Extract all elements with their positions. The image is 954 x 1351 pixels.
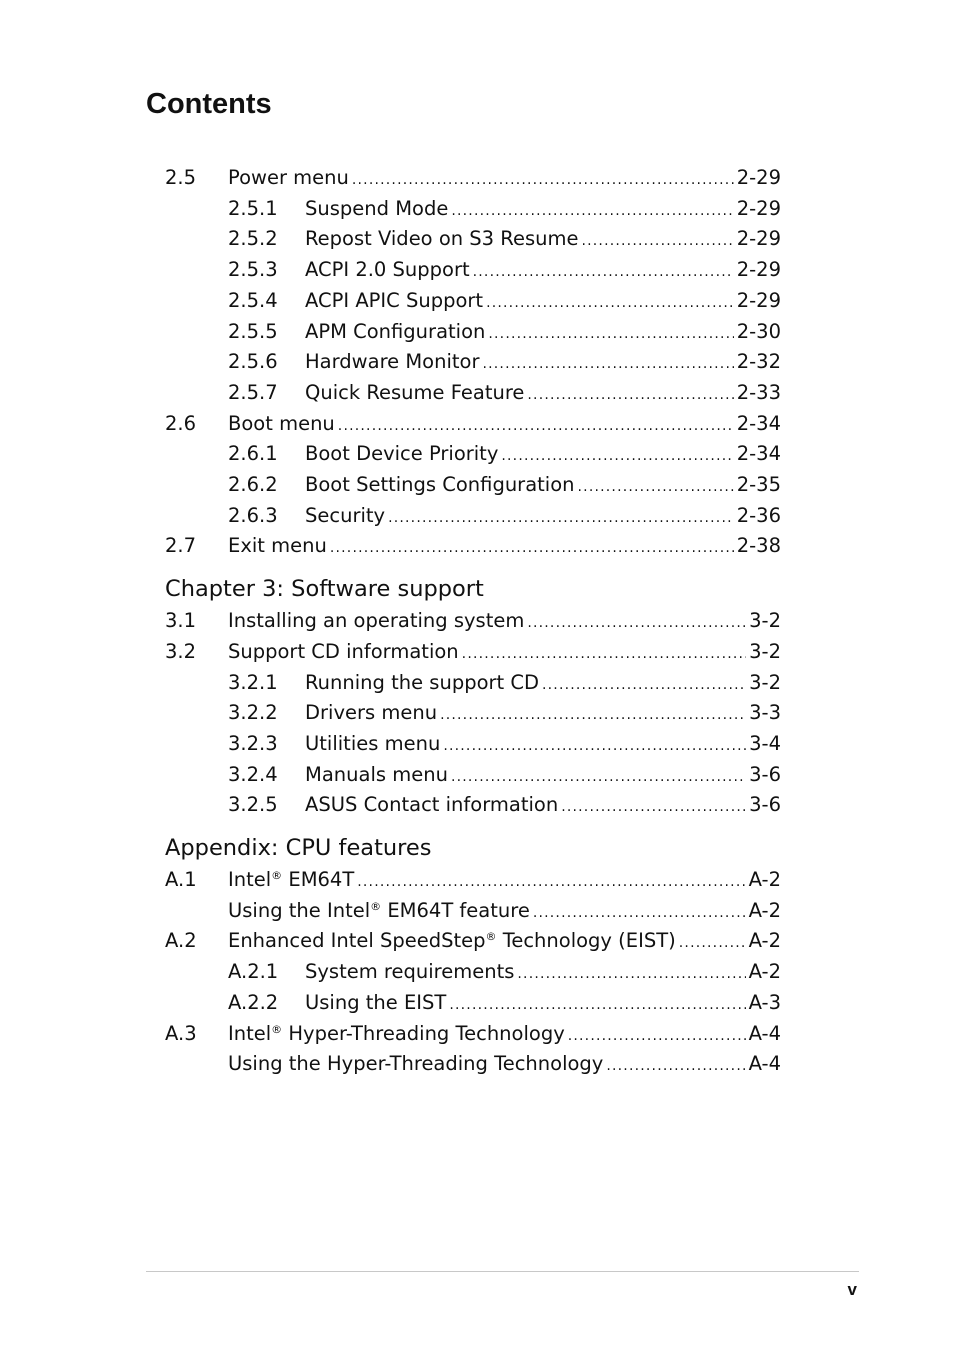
dot-leader [533, 898, 746, 928]
registered-mark: ® [370, 899, 382, 913]
toc-entry-title [305, 439, 501, 469]
toc-entry[interactable] [0, 286, 954, 316]
toc-entry-page: 2-38 [736, 534, 781, 558]
toc-entry-title-text: EM64T [282, 868, 355, 891]
toc-entry-title-text: Manuals menu [305, 762, 448, 786]
toc-entry-page: 3-4 [749, 731, 781, 755]
toc-entry-number: 2.5.3 [228, 258, 278, 282]
toc-entry-title [305, 347, 482, 377]
toc-entry-title [305, 378, 527, 408]
toc-entry-title-text: Repost Video on S3 Resume [305, 227, 579, 251]
toc-entry-title [305, 760, 451, 790]
toc-entry-number: 3.2.5 [228, 793, 278, 817]
dot-leader [488, 319, 733, 349]
toc-entry-title-text: Utilities menu [305, 731, 441, 755]
toc-entry[interactable] [0, 606, 954, 636]
toc-entry-page: 2-29 [736, 227, 781, 251]
toc-entry-page: A-2 [748, 898, 781, 922]
toc-entry-title-text: Running the support CD [305, 670, 539, 694]
toc-entry[interactable] [0, 668, 954, 698]
toc-entry[interactable] [0, 698, 954, 728]
dot-leader [451, 196, 733, 226]
toc-entry[interactable] [0, 409, 954, 439]
dot-leader [578, 472, 734, 502]
toc-entry-page: 2-30 [736, 319, 781, 343]
toc-entry[interactable] [0, 1019, 954, 1049]
toc-entry[interactable] [0, 957, 954, 987]
toc-entry-title-text: Installing an operating system [228, 609, 525, 633]
toc-entry-page: 3-2 [749, 639, 781, 663]
dot-leader [482, 349, 733, 379]
toc-entry-number: 3.1 [165, 609, 197, 633]
toc-entry-page: A-3 [748, 990, 781, 1014]
toc-entry[interactable] [0, 1049, 954, 1079]
toc-entry-page: A-2 [748, 929, 781, 953]
registered-mark: ® [485, 930, 497, 944]
toc-entry-title [228, 409, 338, 439]
toc-entry-title [228, 926, 679, 956]
toc-entry-page: 2-29 [736, 196, 781, 220]
toc-entry-title-text: Support CD information [228, 639, 459, 663]
toc-entry-title [305, 501, 388, 531]
toc-entry-number: A.2.2 [228, 990, 279, 1014]
toc-entry-number: 3.2 [165, 639, 197, 663]
footer-divider [146, 1271, 859, 1272]
toc-entry-number: 2.5 [165, 166, 197, 189]
toc-entry-title-text: Boot menu [228, 411, 335, 435]
dot-leader [561, 792, 746, 822]
dot-leader [449, 990, 745, 1020]
toc-entry-page: A-4 [748, 1052, 781, 1076]
toc-entry-title-text: Using the EIST [305, 990, 447, 1014]
chapter-heading: Appendix: CPU features [165, 835, 432, 861]
toc-entry-number: 2.6.3 [228, 503, 278, 527]
dot-leader [451, 762, 746, 792]
toc-entry-title-text: Quick Resume Feature [305, 380, 525, 404]
chapter-heading: Chapter 3: Software support [165, 576, 484, 603]
toc-entry-title-text: Intel [228, 1021, 272, 1045]
toc-entry-page: 2-29 [736, 258, 781, 282]
toc-entry-title [228, 637, 462, 667]
toc-entry-number: 2.5.7 [228, 380, 278, 404]
toc-entry-number: 2.7 [165, 534, 197, 558]
toc-entry-title [305, 957, 517, 987]
toc-entry-page: 3-2 [749, 609, 781, 633]
toc-entry-page: 2-36 [736, 503, 781, 527]
toc-entry-page: 2-29 [736, 288, 781, 312]
toc-entry-page: 3-3 [749, 701, 781, 725]
toc-entry[interactable] [0, 729, 954, 759]
toc-entry-title-text: APM Configuration [305, 319, 486, 343]
toc-entry-title [305, 194, 451, 224]
toc-entry[interactable] [0, 163, 954, 193]
toc-entry-title-text: Exit menu [228, 534, 327, 558]
toc-entry-number: 2.6.2 [228, 473, 278, 496]
dot-leader [568, 1021, 746, 1051]
toc-entry-page: 3-6 [749, 793, 781, 817]
toc-entry-title [228, 896, 533, 926]
toc-entry-title-text: Using the Intel [228, 898, 371, 922]
toc-entry-number: 2.5.4 [228, 288, 278, 312]
page-title: Contents [146, 88, 272, 120]
toc-entry-number: 2.5.1 [228, 196, 278, 220]
toc-entry-title [305, 698, 440, 728]
toc-entry[interactable] [0, 501, 954, 531]
toc-entry[interactable] [0, 988, 954, 1018]
toc-entry-page: 2-35 [736, 473, 781, 496]
toc-entry[interactable] [0, 224, 954, 254]
toc-entry-title-text: Using the Hyper-Threading Technology [228, 1052, 604, 1076]
dot-leader [462, 639, 746, 669]
toc-entry-title [305, 790, 561, 820]
dot-leader [352, 165, 734, 195]
toc-entry-page: A-2 [748, 960, 781, 984]
toc-entry-page: 2-34 [736, 411, 781, 435]
toc-entry-number: 2.6.1 [228, 442, 278, 466]
toc-entry-number: A.3 [165, 1021, 197, 1045]
toc-entry-page: A-4 [748, 1021, 781, 1045]
toc-entry-page: 2-33 [736, 380, 781, 404]
toc-entry-title-text: Hardware Monitor [305, 350, 480, 374]
dot-leader [330, 533, 734, 563]
toc-entry[interactable] [0, 531, 954, 561]
toc-entry-number: 2.5.2 [228, 227, 278, 251]
toc-entry-page: A-2 [748, 868, 781, 891]
toc-entry-title [305, 988, 449, 1018]
toc-entry-title-text: ASUS Contact information [305, 793, 559, 817]
toc-entry-title [228, 531, 330, 561]
dot-leader [486, 288, 734, 318]
toc-entry-title-text: Security [305, 503, 386, 527]
dot-leader [338, 411, 734, 441]
toc-entry[interactable] [0, 347, 954, 377]
toc-entry-page: 3-2 [749, 670, 781, 694]
toc-entry[interactable] [0, 637, 954, 667]
toc-entry-number: 3.2.2 [228, 701, 278, 725]
toc-entry[interactable] [0, 317, 954, 347]
footer-page-number: v [847, 1280, 857, 1299]
toc-entry-title [228, 1049, 606, 1079]
toc-entry-title-text: Enhanced Intel SpeedStep [228, 929, 486, 953]
toc-entry-title-text: Technology (EIST) [496, 929, 676, 953]
toc-entry-number: 3.2.4 [228, 762, 278, 786]
dot-leader [679, 928, 746, 958]
toc-entry-page: 2-32 [736, 350, 781, 374]
toc-entry-number: 2.6 [165, 411, 197, 435]
dot-leader [443, 731, 746, 761]
toc-entry-page: 2-29 [736, 166, 781, 189]
toc-entry-number: 3.2.1 [228, 670, 278, 694]
toc-entry[interactable] [0, 760, 954, 790]
dot-leader [527, 380, 733, 410]
toc-entry-title-text: ACPI 2.0 Support [305, 258, 470, 282]
dot-leader [606, 1051, 745, 1081]
toc-entry-title [228, 865, 357, 895]
toc-entry-title-text: ACPI APIC Support [305, 288, 484, 312]
registered-mark: ® [271, 1022, 283, 1036]
dot-leader [542, 670, 746, 700]
toc-entry-title-text: Suspend Mode [305, 196, 449, 220]
toc-entry-number: A.2 [165, 929, 197, 953]
toc-entry-title [228, 1019, 568, 1049]
toc-entry[interactable] [0, 790, 954, 820]
toc-entry-title [305, 255, 473, 285]
toc-entry-page: 2-34 [736, 442, 781, 466]
dot-leader [517, 959, 745, 989]
toc-entry-title-text: Boot Settings Configuration [305, 473, 575, 496]
dot-leader [527, 608, 746, 638]
toc-entry-title [228, 606, 527, 636]
toc-entry-title-text: EM64T feature [381, 898, 530, 922]
toc-entry-title-text: Drivers menu [305, 701, 438, 725]
toc-entry[interactable] [0, 378, 954, 408]
toc-entry-title [305, 729, 443, 759]
toc-entry-title [228, 163, 352, 193]
toc-entry-number: 3.2.3 [228, 731, 278, 755]
toc-entry-title-text: Intel [228, 868, 272, 891]
toc-entry-number: A.2.1 [228, 960, 279, 984]
toc-entry[interactable] [0, 865, 954, 895]
toc-entry-title [305, 668, 542, 698]
dot-leader [440, 700, 746, 730]
toc-entry[interactable] [0, 470, 954, 500]
dot-leader [501, 441, 733, 471]
dot-leader [357, 867, 745, 897]
toc-entry-title [305, 224, 581, 254]
toc-entry-title [305, 317, 488, 347]
toc-entry-page: 3-6 [749, 762, 781, 786]
toc-entry-title-text: Hyper-Threading Technology [282, 1021, 565, 1045]
toc-entry-title-text: Boot Device Priority [305, 442, 499, 466]
dot-leader [473, 257, 734, 287]
toc-entry-title-text: System requirements [305, 960, 515, 984]
toc-entry-title [305, 286, 486, 316]
toc-entry[interactable] [0, 926, 954, 956]
toc-entry[interactable] [0, 194, 954, 224]
toc-entry-number: 2.5.5 [228, 319, 278, 343]
toc-entry[interactable] [0, 255, 954, 285]
toc-entry-title [305, 470, 578, 500]
toc-entry-number: 2.5.6 [228, 350, 278, 374]
toc-entry-number: A.1 [165, 868, 197, 891]
dot-leader [388, 503, 734, 533]
toc-entry[interactable] [0, 896, 954, 926]
toc-entry[interactable] [0, 439, 954, 469]
toc-entry-title-text: Power menu [228, 166, 349, 189]
registered-mark: ® [271, 869, 283, 882]
dot-leader [581, 226, 733, 256]
